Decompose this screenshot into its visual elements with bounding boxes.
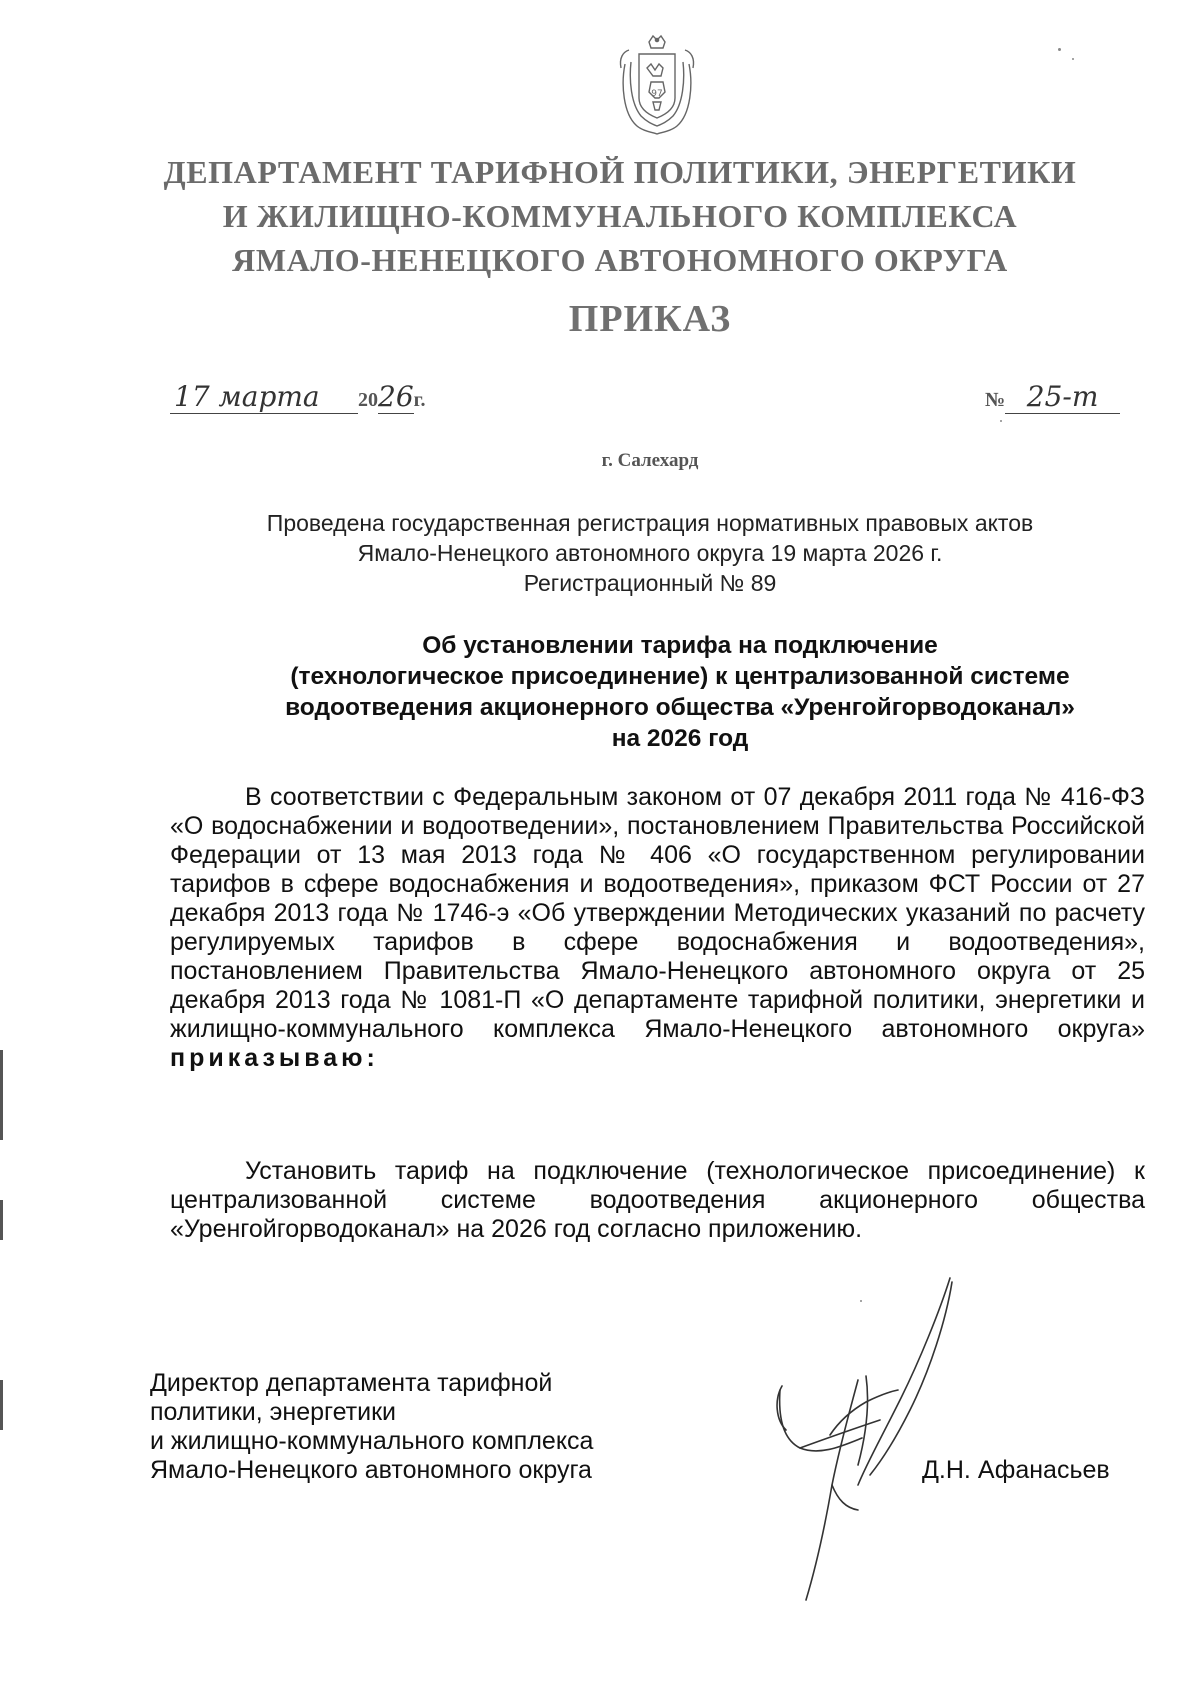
subject-line: Об установлении тарифа на подключение bbox=[422, 632, 938, 659]
order-directive: приказываю: bbox=[170, 1044, 379, 1072]
number-label: № bbox=[985, 389, 1006, 411]
registration-line: Регистрационный № 89 bbox=[523, 570, 777, 596]
preamble-paragraph bbox=[170, 783, 1145, 1073]
handwritten-signature bbox=[770, 1270, 970, 1630]
signer-position bbox=[150, 1369, 730, 1485]
signer-position-line: Директор департамента тарифной bbox=[150, 1369, 553, 1397]
signer-name: Д.Н. Афанасьев bbox=[922, 1456, 1110, 1484]
scan-edge-mark bbox=[0, 1200, 3, 1240]
scan-speck bbox=[1072, 58, 1074, 60]
subject-line: водоотведения акционерного общества «Уренгойгорводоканал» bbox=[285, 694, 1075, 721]
scan-edge-mark bbox=[0, 1380, 3, 1430]
order-date bbox=[170, 380, 425, 414]
signer-position-line: политики, энергетики bbox=[150, 1398, 396, 1426]
signer-position-line: Ямало-Ненецкого автономного округа bbox=[150, 1456, 592, 1484]
document-type-title: ПРИКАЗ bbox=[568, 298, 732, 340]
order-subject bbox=[180, 630, 1180, 754]
scan-speck bbox=[860, 1300, 862, 1302]
subject-line: на 2026 год bbox=[611, 725, 749, 752]
department-title-line: ЯМАЛО-НЕНЕЦКОГО АВТОНОМНОГО ОКРУГА bbox=[232, 242, 1008, 278]
handwritten-date: 17 марта bbox=[174, 380, 320, 413]
registration-note bbox=[150, 508, 1150, 598]
department-title-line: ДЕПАРТАМЕНТ ТАРИФНОЙ ПОЛИТИКИ, ЭНЕРГЕТИКИ bbox=[163, 154, 1077, 190]
scan-speck bbox=[1058, 48, 1061, 51]
department-title-line: И ЖИЛИЩНО-КОММУНАЛЬНОГО КОМПЛЕКСА bbox=[222, 198, 1018, 234]
handwritten-year: 26 bbox=[378, 380, 414, 413]
signer-position-line: и жилищно-коммунального комплекса bbox=[150, 1427, 594, 1455]
issue-city: г. Салехард bbox=[601, 450, 699, 471]
decision-paragraph: Установить тариф на подключение (технологическое присоединение) к централизованной системе водоотведения акционерного общества «Уренгойгорводоканал» на 2026 год согласно приложению. bbox=[170, 1157, 1145, 1243]
subject-line: (технологическое присоединение) к централизованной системе bbox=[290, 663, 1070, 690]
year-suffix: г. bbox=[413, 389, 426, 411]
order-number bbox=[985, 380, 1120, 414]
registration-line: Проведена государственная регистрация нормативных правовых актов bbox=[266, 510, 1034, 536]
scan-edge-mark bbox=[0, 1050, 3, 1140]
registration-line: Ямало-Ненецкого автономного округа 19 марта 2026 г. bbox=[357, 540, 943, 566]
preamble-text: В соответствии с Федеральным законом от 07 декабря 2011 года № 416-ФЗ «О водоснабжении и водоотведении», постановлением Правительства Российской Федерации от 13 мая 2013 года № 406 «О государственном регулировании тарифов в сфере водоснабжения и водоотведения», приказом ФСТ России от 27 декабря 2013 года № 1746-э «Об утверждении Методических указаний по расчету регулируемых тарифов в сфере водоснабжения и водоотведения», постановлением Правительства Ямало-Ненецкого автономного округа от 25 декабря 2013 года № 1081-П «О департаменте тарифной политики, энергетики и жилищно-коммунального комплекса Ямало-Ненецкого автономного округа» bbox=[170, 783, 1145, 1043]
department-title bbox=[120, 150, 1120, 282]
coat-of-arms-emblem bbox=[617, 34, 697, 136]
scan-speck bbox=[1000, 420, 1002, 422]
handwritten-number: 25-т bbox=[1026, 380, 1099, 413]
svg-text:97: 97 bbox=[651, 89, 663, 99]
year-prefix: 20 bbox=[358, 389, 378, 411]
